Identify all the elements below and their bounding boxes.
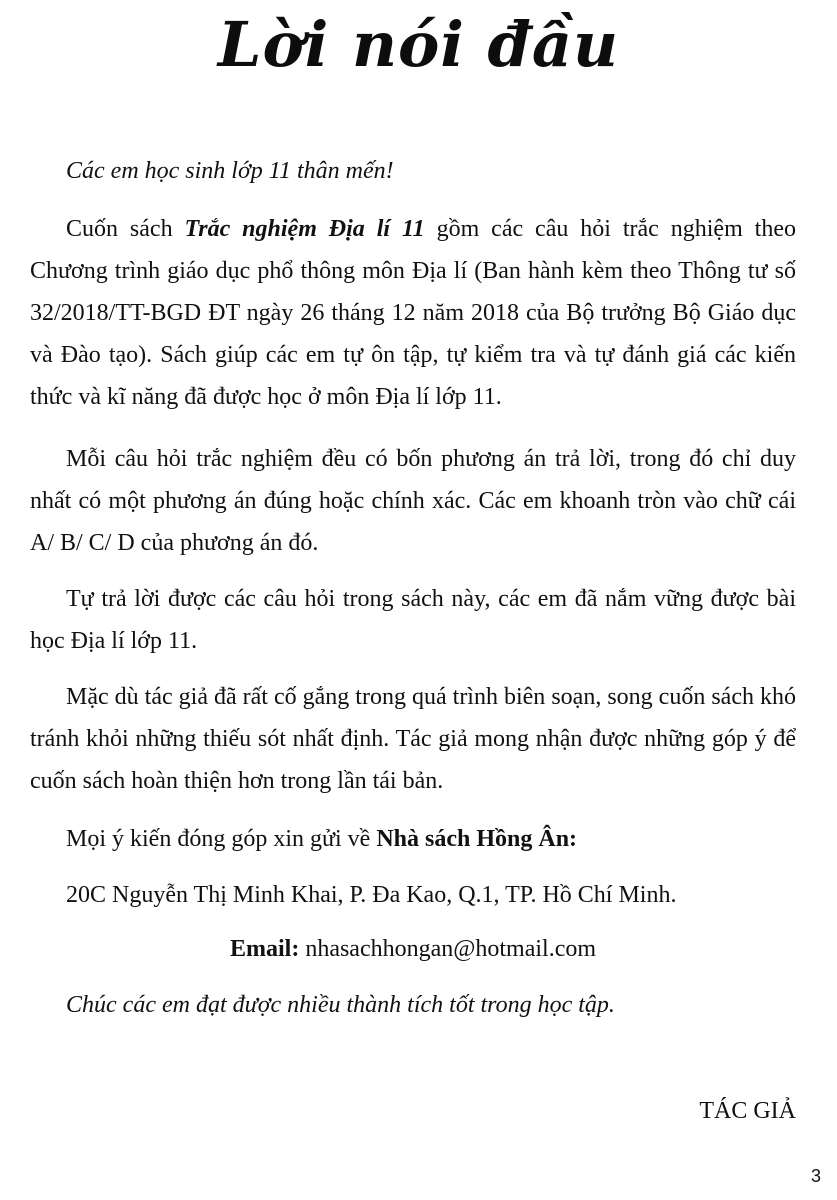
mastery-paragraph: Tự trả lời được các câu hỏi trong sách này, các em đã nắm vững được bài học Địa lí lớp 11. bbox=[30, 586, 796, 654]
email-label: Email: bbox=[229, 936, 300, 962]
author-signature: TÁC GIẢ bbox=[699, 1098, 796, 1124]
intro-prefix: Cuốn sách bbox=[66, 216, 185, 242]
feedback-paragraph: Mặc dù tác giả đã rất cố gắng trong quá trình biên soạn, song cuốn sách khó tránh khỏi những thiếu sót nhất định. Tác giả mong nhận được những góp ý để cuốn sách hoàn thiện hơn trong lần tái bản. bbox=[30, 684, 796, 794]
contact-intro-text: Mọi ý kiến đóng góp xin gửi về bbox=[66, 826, 377, 852]
intro-suffix: gồm các câu hỏi trắc nghiệm theo Chương trình giáo dục phổ thông môn Địa lí (Ban hành kèm theo Thông tư số 32/2018/TT-BGD ĐT ngày 26 tháng 12 năm 2018 của Bộ trưởng Bộ Giáo dục và Đào tạo). Sách giúp các em tự ôn tập, tự kiểm tra và tự đánh giá các kiến thức và kĩ năng đã được học ở môn Địa lí lớp 11. bbox=[30, 216, 796, 410]
closing-wishes: Chúc các em đạt được nhiều thành tích tốt trong học tập. bbox=[66, 992, 615, 1018]
email-line bbox=[30, 928, 796, 970]
intro-paragraph bbox=[30, 208, 796, 418]
book-title: Trắc nghiệm Địa lí 11 bbox=[184, 216, 425, 242]
contact-intro bbox=[30, 818, 796, 860]
greeting: Các em học sinh lớp 11 thân mến! bbox=[66, 158, 394, 184]
page-number: 3 bbox=[810, 1166, 821, 1186]
publisher-address: 20C Nguyễn Thị Minh Khai, P. Đa Kao, Q.1, TP. Hồ Chí Minh. bbox=[66, 882, 677, 908]
page-title: Lời nói đầu bbox=[217, 8, 620, 81]
publisher-name: Nhà sách Hồng Ân: bbox=[376, 826, 578, 852]
email-address: nhasachhongan@hotmail.com bbox=[305, 936, 597, 962]
answers-paragraph: Mỗi câu hỏi trắc nghiệm đều có bốn phương án trả lời, trong đó chỉ duy nhất có một phương án đúng hoặc chính xác. Các em khoanh tròn vào chữ cái A/ B/ C/ D của phương án đó. bbox=[30, 446, 796, 556]
